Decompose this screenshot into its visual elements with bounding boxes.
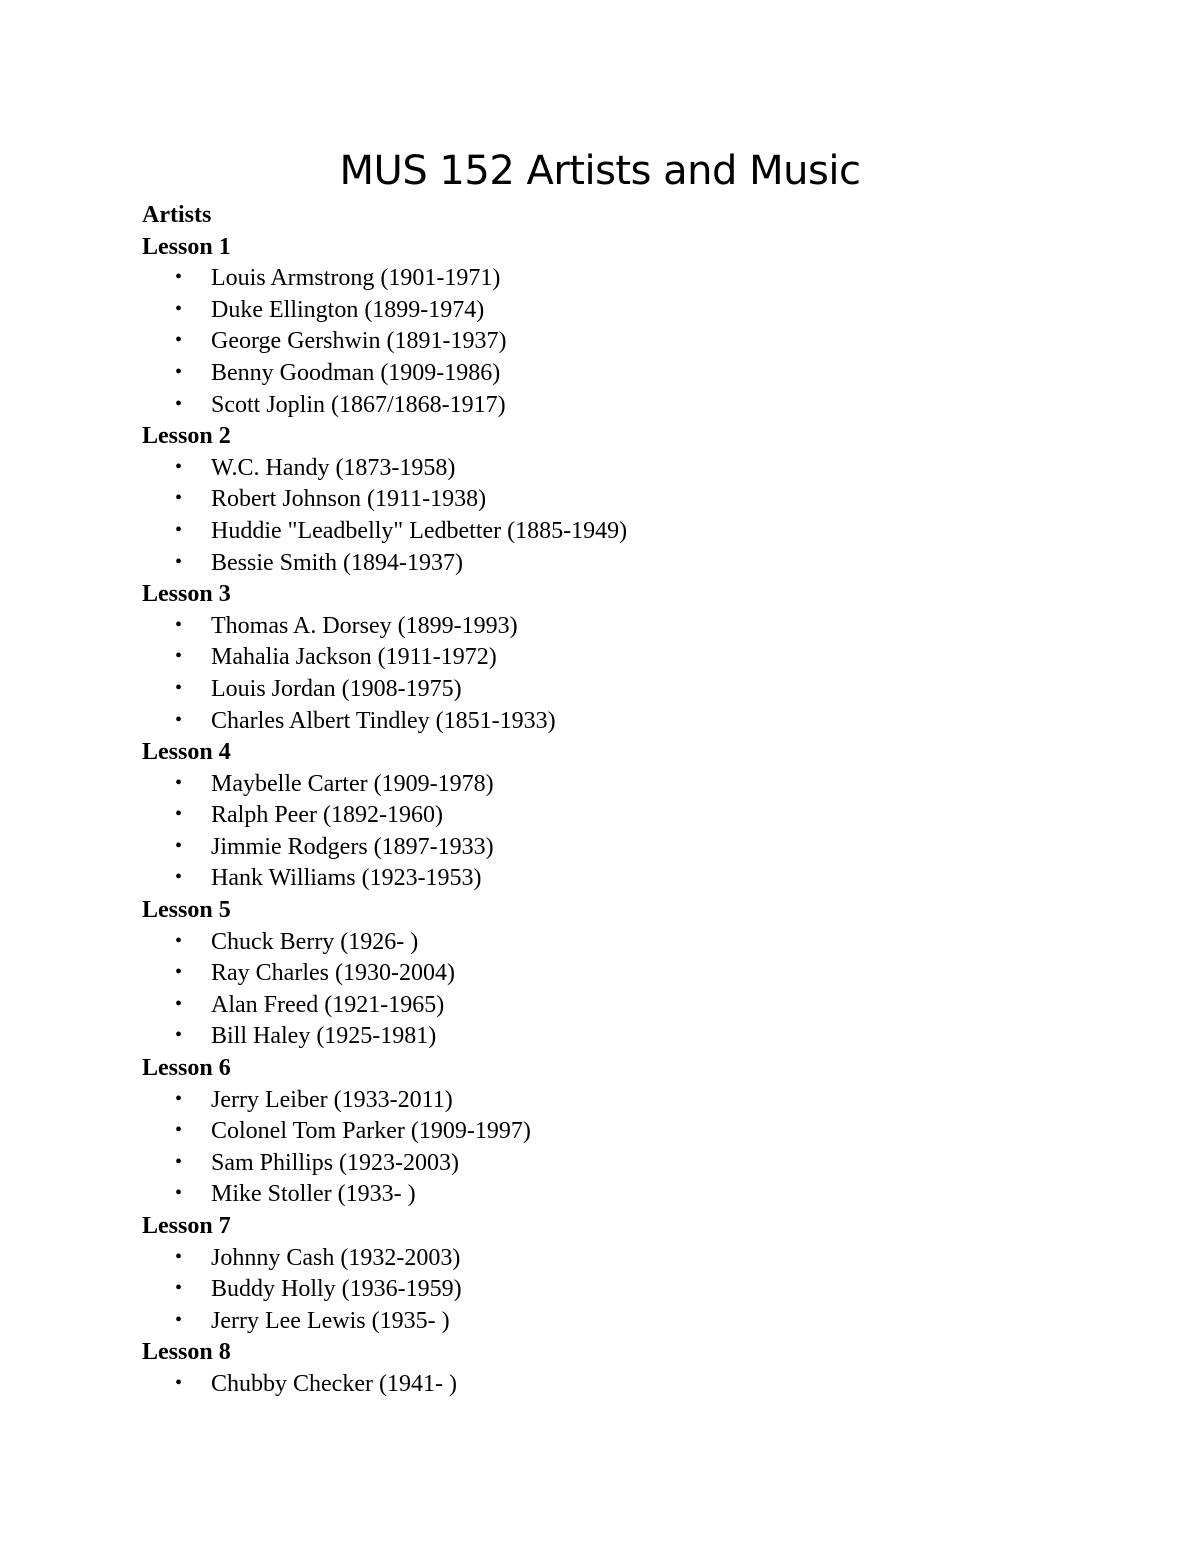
artist-entry: Huddie "Leadbelly" Ledbetter (1885-1949) [211,517,628,544]
bullet-icon: • [175,1182,183,1205]
list-item [142,832,1102,864]
list-item [142,800,1102,832]
bullet-icon: • [175,266,183,289]
bullet-icon: • [175,518,183,541]
bullet-icon: • [175,550,183,573]
bullet-icon: • [175,866,183,889]
bullet-icon: • [175,961,183,984]
artist-entry: Ralph Peer (1892-1960) [211,802,443,829]
bullet-icon: • [175,803,183,826]
artist-entry: Chubby Checker (1941- ) [211,1370,457,1397]
list-item [142,295,1102,327]
bullet-icon: • [175,708,183,731]
bullet-icon: • [175,360,183,383]
lesson-heading: Lesson 4 [142,739,231,766]
bullet-icon: • [175,455,183,478]
bullet-icon: • [175,771,183,794]
artist-entry: Louis Jordan (1908-1975) [211,675,462,702]
artist-entry: Duke Ellington (1899-1974) [211,296,485,323]
list-item [142,1306,1102,1338]
artist-entry: Mahalia Jackson (1911-1972) [211,644,497,671]
list-item [142,516,1102,548]
bullet-icon: • [175,297,183,320]
list-item [142,548,1102,580]
bullet-icon: • [175,1371,183,1394]
document-body [142,200,1102,1401]
bullet-icon: • [175,676,183,699]
lesson-heading: Lesson 1 [142,233,231,260]
bullet-icon: • [175,613,183,636]
artist-entry: Colonel Tom Parker (1909-1997) [211,1118,531,1145]
bullet-icon: • [175,1277,183,1300]
bullet-icon: • [175,645,183,668]
artist-entry: Bill Haley (1925-1981) [211,1023,437,1050]
bullet-icon: • [175,487,183,510]
lesson-heading: Lesson 5 [142,897,231,924]
artist-entry: George Gershwin (1891-1937) [211,328,507,355]
list-item [142,611,1102,643]
section-heading: Artists [142,202,212,228]
list-item [142,390,1102,422]
list-item [142,1369,1102,1401]
artist-entry: Robert Johnson (1911-1938) [211,486,487,513]
list-item [142,1179,1102,1211]
list-item [142,769,1102,801]
list-item [142,1274,1102,1306]
list-item [142,326,1102,358]
list-item [142,263,1102,295]
list-item [142,642,1102,674]
artist-entry: Thomas A. Dorsey (1899-1993) [211,612,518,639]
list-item [142,484,1102,516]
list-item [142,358,1102,390]
artist-entry: Johnny Cash (1932-2003) [211,1244,461,1271]
lesson-heading: Lesson 8 [142,1339,231,1366]
lesson-heading: Lesson 2 [142,423,231,450]
list-item [142,1148,1102,1180]
bullet-icon: • [175,929,183,952]
artist-entry: Jerry Leiber (1933-2011) [211,1086,453,1113]
page-title: MUS 152 Artists and Music [339,148,861,194]
lesson-heading: Lesson 6 [142,1055,231,1082]
artist-entry: Jerry Lee Lewis (1935- ) [211,1307,450,1334]
artist-entry: Bessie Smith (1894-1937) [211,549,463,576]
artist-entry: Sam Phillips (1923-2003) [211,1149,460,1176]
artist-entry: Charles Albert Tindley (1851-1933) [211,707,556,734]
lesson-heading: Lesson 7 [142,1213,231,1239]
artist-entry: Maybelle Carter (1909-1978) [211,770,494,797]
artist-entry: Jimmie Rodgers (1897-1933) [211,833,494,860]
lesson-heading: Lesson 3 [142,581,231,608]
artist-entry: Benny Goodman (1909-1986) [211,359,501,386]
list-item [142,1021,1102,1053]
bullet-icon: • [175,1087,183,1110]
list-item [142,863,1102,895]
artist-entry: Hank Williams (1923-1953) [211,865,482,892]
artist-entry: W.C. Handy (1873-1958) [211,454,456,481]
list-item [142,1243,1102,1275]
list-item [142,1085,1102,1117]
list-item [142,674,1102,706]
bullet-icon: • [175,1245,183,1268]
bullet-icon: • [175,1308,183,1331]
artist-entry: Alan Freed (1921-1965) [211,991,445,1018]
artist-entry: Mike Stoller (1933- ) [211,1181,416,1208]
bullet-icon: • [175,392,183,415]
list-item [142,453,1102,485]
artist-entry: Louis Armstrong (1901-1971) [211,265,501,292]
bullet-icon: • [175,834,183,857]
bullet-icon: • [175,1024,183,1047]
list-item [142,958,1102,990]
artist-entry: Buddy Holly (1936-1959) [211,1276,462,1303]
artist-entry: Ray Charles (1930-2004) [211,960,455,987]
bullet-icon: • [175,329,183,352]
list-item [142,706,1102,738]
artist-entry: Chuck Berry (1926- ) [211,928,419,955]
bullet-icon: • [175,1119,183,1142]
list-item [142,1116,1102,1148]
bullet-icon: • [175,992,183,1015]
artist-entry: Scott Joplin (1867/1868-1917) [211,391,506,418]
list-item [142,990,1102,1022]
list-item [142,927,1102,959]
bullet-icon: • [175,1150,183,1173]
